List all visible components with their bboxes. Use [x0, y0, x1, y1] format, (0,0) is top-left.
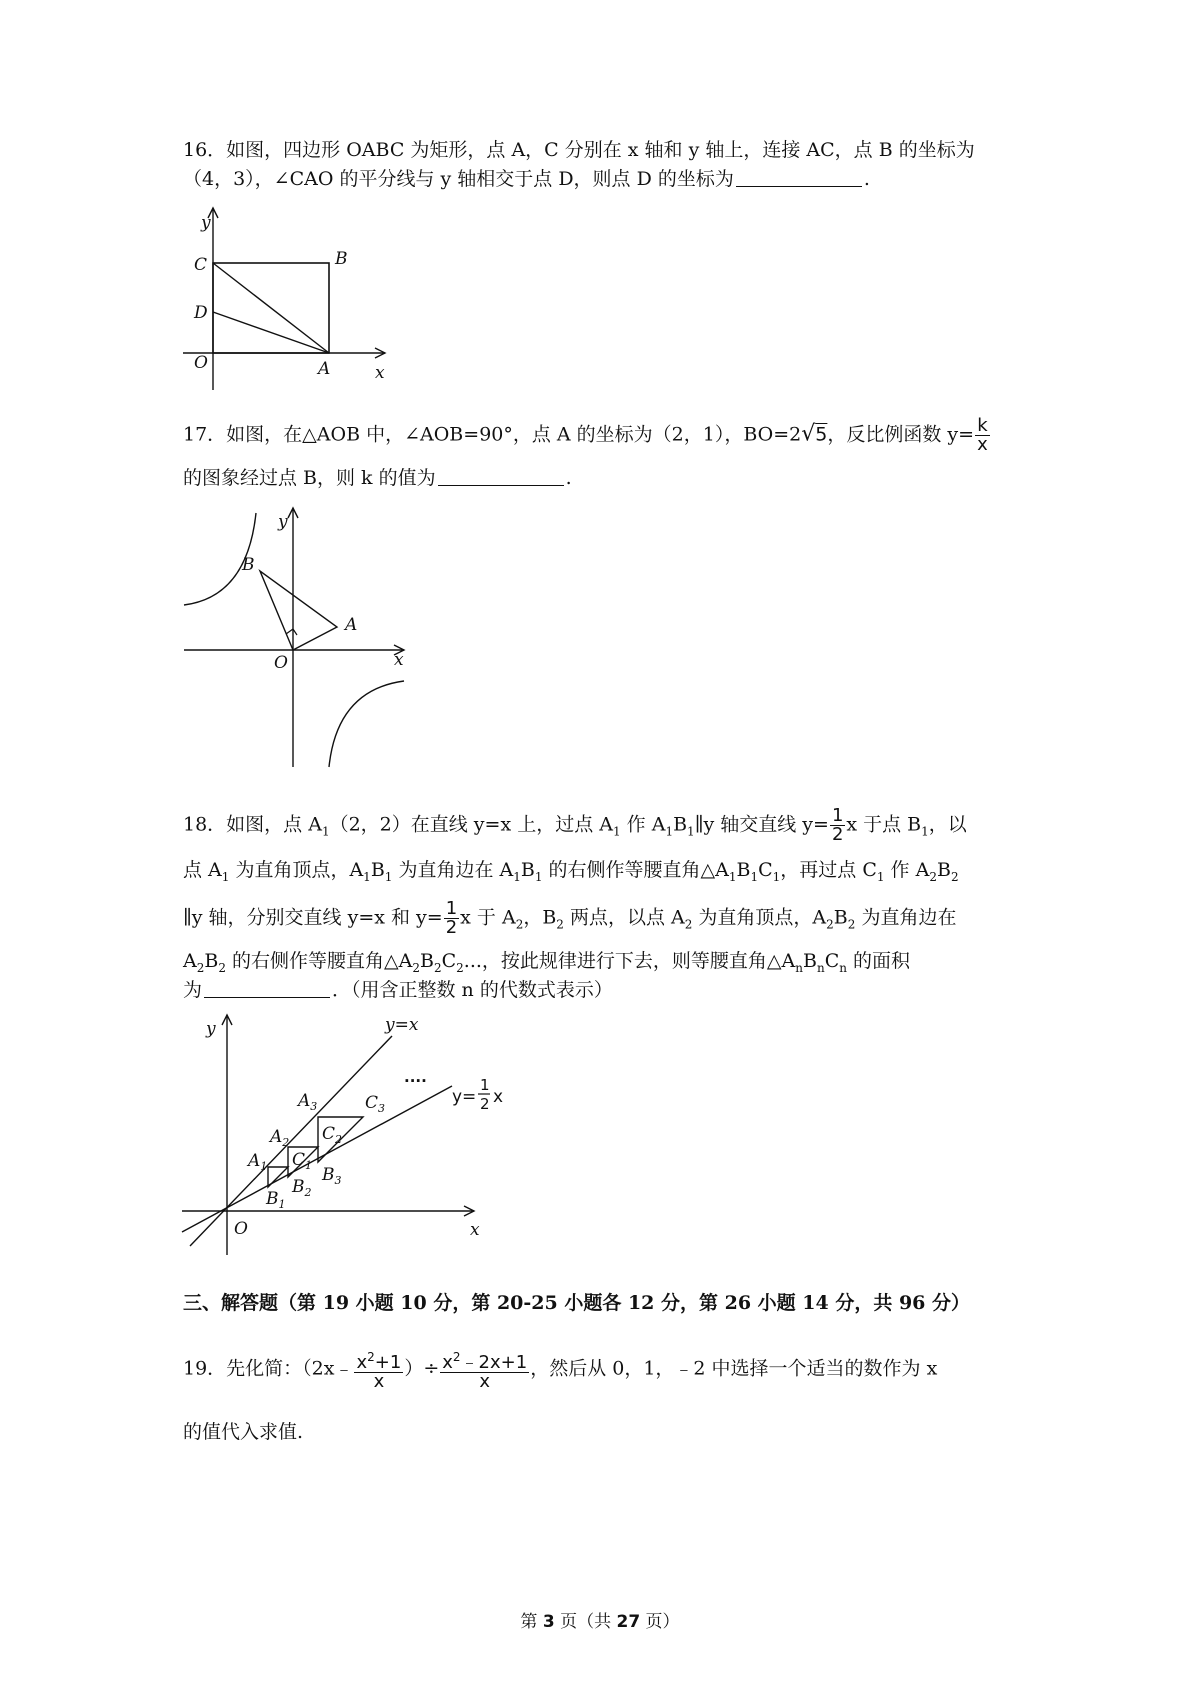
q18-l1c: 作 A	[620, 813, 666, 836]
q18-l2a: 点 A	[183, 859, 222, 881]
fig18-label-a1: $A_1$	[248, 1151, 268, 1173]
q18-l3b: x 于 A	[460, 906, 516, 929]
q18-l2c: B	[370, 859, 385, 881]
q18-l2e: B	[520, 859, 535, 881]
q18-l3f: B	[833, 906, 848, 929]
fig17-label-o: O	[274, 653, 288, 673]
q18-l2f: 的右侧作等腰直角△A	[542, 859, 729, 881]
q17-line2	[183, 465, 572, 491]
q18-half-num: 1	[445, 898, 458, 919]
fig18-label-b2: $B_2$	[292, 1177, 312, 1199]
q18-l1a: 18．如图，点 A	[183, 813, 322, 836]
q18-sub: 1	[612, 824, 621, 839]
q18-l3a: ∥y 轴，分别交直线 y=x 和 y=	[183, 906, 443, 929]
q18-half-den: 2	[831, 824, 844, 845]
fig18-label-b3: $B_3$	[322, 1165, 342, 1187]
fig17-label-a: A	[345, 615, 358, 635]
fig18-label-frac-den: 2	[480, 1095, 490, 1113]
q18-l1e: ∥y 轴交直线 y=	[694, 813, 829, 836]
q18-sub: 1	[534, 869, 543, 884]
fig18-label-x: x	[470, 1220, 480, 1240]
fig17-label-b: B	[242, 555, 255, 575]
fig18-label-c1: $C_1$	[292, 1150, 313, 1172]
section-heading: 三、解答题（第 19 小题 10 分，第 20-25 小题各 12 分，第 26 小题 14 分，共 96 分）	[183, 1292, 971, 1314]
q18-l4g: B	[802, 950, 817, 972]
q16-line2-end: .	[863, 168, 870, 190]
q17-line2-text: 的图象经过点 B，则 k 的值为	[183, 467, 436, 489]
fig18-label-a2: $A_2$	[270, 1127, 290, 1149]
fig16-label-d: D	[194, 303, 208, 323]
q18-l3d: 两点，以点 A	[563, 906, 685, 929]
q18-half-fraction	[444, 900, 459, 937]
q18-figure	[182, 1010, 502, 1260]
q18-half-fraction	[830, 807, 845, 844]
q18-line1	[183, 807, 967, 844]
fig18-label-yeq: y=	[452, 1087, 477, 1107]
q18-half-num: 1	[831, 805, 844, 826]
q18-line2	[183, 857, 959, 890]
q19-f1-den: x	[373, 1371, 385, 1392]
fig18-label-c2: $C_2$	[322, 1124, 343, 1146]
q18-sub: 1	[221, 869, 230, 884]
q19-text-c: ，然后从 0，1，﹣2 中选择一个适当的数作为 x	[530, 1357, 938, 1380]
footer-text: 页）	[640, 1612, 680, 1632]
answer-blank	[204, 979, 330, 998]
q18-sub: 2	[847, 917, 856, 932]
fig16-label-o: O	[194, 353, 208, 373]
q18-sub: 1	[750, 869, 759, 884]
q18-sub: 2	[515, 917, 524, 932]
q19-f1-sup: 2	[367, 1350, 375, 1364]
q18-sub: 2	[556, 917, 564, 932]
q18-line3	[183, 900, 956, 937]
q19-f1-num: x	[356, 1352, 368, 1373]
q18-sub: 1	[687, 824, 695, 839]
q18-l4c: 的右侧作等腰直角△A	[225, 950, 413, 972]
q18-sub: 1	[363, 869, 371, 884]
answer-blank	[438, 467, 564, 486]
fig16-label-x: x	[375, 363, 385, 383]
q18-l2d: 为直角边在 A	[392, 859, 514, 881]
q18-l5b: ．（用含正整数 n 的代数式表示）	[332, 979, 613, 1001]
q18-l4d: B	[420, 950, 434, 972]
answer-blank	[736, 168, 862, 187]
q18-l2i: ，再过点 C	[780, 859, 877, 881]
q17-figure	[182, 505, 412, 770]
q19-line2: 的值代入求值.	[183, 1421, 304, 1443]
q18-sub: 1	[321, 824, 330, 839]
fig18-label-o: O	[234, 1219, 248, 1239]
q16-line2-text: （4，3），∠CAO 的平分线与 y 轴相交于点 D，则点 D 的坐标为	[183, 168, 734, 190]
q17-frac-den: x	[977, 434, 988, 455]
fig17-label-x: x	[394, 650, 404, 670]
q18-line4	[183, 948, 910, 981]
q18-sub: 1	[513, 869, 521, 884]
q18-l4i: 的面积	[846, 950, 911, 972]
q18-half-den: 2	[445, 917, 458, 938]
q18-sub: 2	[684, 917, 693, 932]
fig18-label-b1: $B_1$	[266, 1189, 286, 1211]
q18-l3g: 为直角边在	[855, 906, 957, 929]
q18-l4a: A	[183, 950, 197, 972]
q18-l4f: ...，按此规律进行下去，则等腰直角△A	[463, 950, 796, 972]
footer-total-pages: 27	[616, 1612, 641, 1632]
q19-f1-rest: +1	[374, 1352, 402, 1373]
fig16-label-a: A	[318, 359, 331, 379]
fig18-label-y: y	[206, 1019, 216, 1039]
q19-f2-rest: ﹣2x+1	[460, 1352, 528, 1373]
q18-sub: n	[795, 960, 803, 975]
fig16-label-b: B	[335, 249, 348, 269]
q16-figure	[180, 208, 390, 398]
q18-sub: 2	[456, 960, 464, 975]
q19-f2-num: x	[442, 1352, 453, 1373]
q18-sub: 2	[412, 960, 420, 975]
q18-l2g: B	[736, 859, 751, 881]
q18-l1f: x 于点 B	[846, 813, 922, 836]
q17-line2-end: .	[565, 467, 572, 489]
q18-l4b: B	[204, 950, 219, 972]
fig18-label-frac-num: 1	[480, 1076, 490, 1094]
q18-sub: 1	[921, 824, 929, 839]
q19-f2-sup: 2	[452, 1350, 461, 1364]
q18-l5a: 为	[183, 979, 203, 1001]
footer-text: 页（共	[554, 1612, 617, 1632]
fig18-label-fx: x	[493, 1087, 504, 1107]
q17-line1: 17．如图，在△AOB 中，∠AOB=90°，点 A 的坐标为（2，1），BO=2√5，反比例函数 y= $\frac{k}{x}$	[183, 415, 988, 455]
q17-sqrt: 5	[815, 423, 828, 446]
q17-text-a: 17．如图，在△AOB 中，∠AOB=90°，点 A 的坐标为（2，1），BO=2	[183, 423, 802, 446]
q19-f2-den: x	[479, 1371, 491, 1392]
q18-sub: 2	[929, 869, 937, 884]
q17-fraction	[975, 417, 990, 454]
q18-sub: 2	[826, 917, 834, 932]
q19-fraction-2	[440, 1348, 529, 1391]
q18-l2j: 作 A	[884, 859, 930, 881]
q18-sub: 1	[665, 824, 674, 839]
q18-sub: 1	[772, 869, 781, 884]
fig18-label-c3: $C_3$	[365, 1093, 386, 1115]
fig18-label-yx: y=x	[385, 1015, 419, 1035]
q18-l2k: B	[936, 859, 951, 881]
q18-sub: 2	[433, 960, 442, 975]
fig16-label-y: y	[201, 213, 211, 233]
q16-line2	[183, 166, 870, 192]
q18-sub: 1	[728, 869, 737, 884]
q18-l4e: C	[441, 950, 457, 972]
q18-l2b: 为直角顶点，A	[229, 859, 364, 881]
q18-l1d: B	[673, 813, 688, 836]
fig18-label-a3: $A_3$	[298, 1091, 318, 1113]
fig18-label-dots: ····	[404, 1072, 427, 1090]
q18-sub: 2	[196, 960, 205, 975]
fig16-label-c: C	[194, 255, 208, 275]
q19-text-b: ）÷	[404, 1357, 440, 1380]
footer-page-number: 3	[542, 1612, 555, 1632]
q18-sub: n	[839, 960, 847, 975]
q18-sub: 2	[218, 960, 226, 975]
q18-sub: 1	[384, 869, 393, 884]
q18-sub: 2	[950, 869, 959, 884]
fig17-label-y: y	[278, 512, 288, 532]
q18-sub: n	[816, 960, 825, 975]
q18-l2h: C	[758, 859, 773, 881]
q18-l1g: ，以	[928, 813, 967, 836]
q18-l3e: 为直角顶点，A	[692, 906, 827, 929]
q19-text-a: 19．先化简：（2x﹣	[183, 1357, 354, 1380]
q19-line1	[183, 1348, 937, 1391]
q17-frac-num: k	[975, 417, 990, 436]
q18-line5	[183, 977, 613, 1003]
q18-l4h: C	[824, 950, 840, 972]
footer-text: 第	[520, 1612, 543, 1632]
page-footer	[0, 1607, 1200, 1632]
q16-line1: 16．如图，四边形 OABC 为矩形，点 A，C 分别在 x 轴和 y 轴上，连接 AC，点 B 的坐标为	[183, 139, 975, 161]
q18-sub: 1	[876, 869, 885, 884]
q19-fraction-1	[354, 1348, 403, 1391]
q18-l3c: ，B	[523, 906, 557, 929]
q17-text-b: ，反比例函数 y=	[827, 423, 975, 446]
q18-l1b: （2，2）在直线 y=x 上，过点 A	[329, 813, 613, 836]
